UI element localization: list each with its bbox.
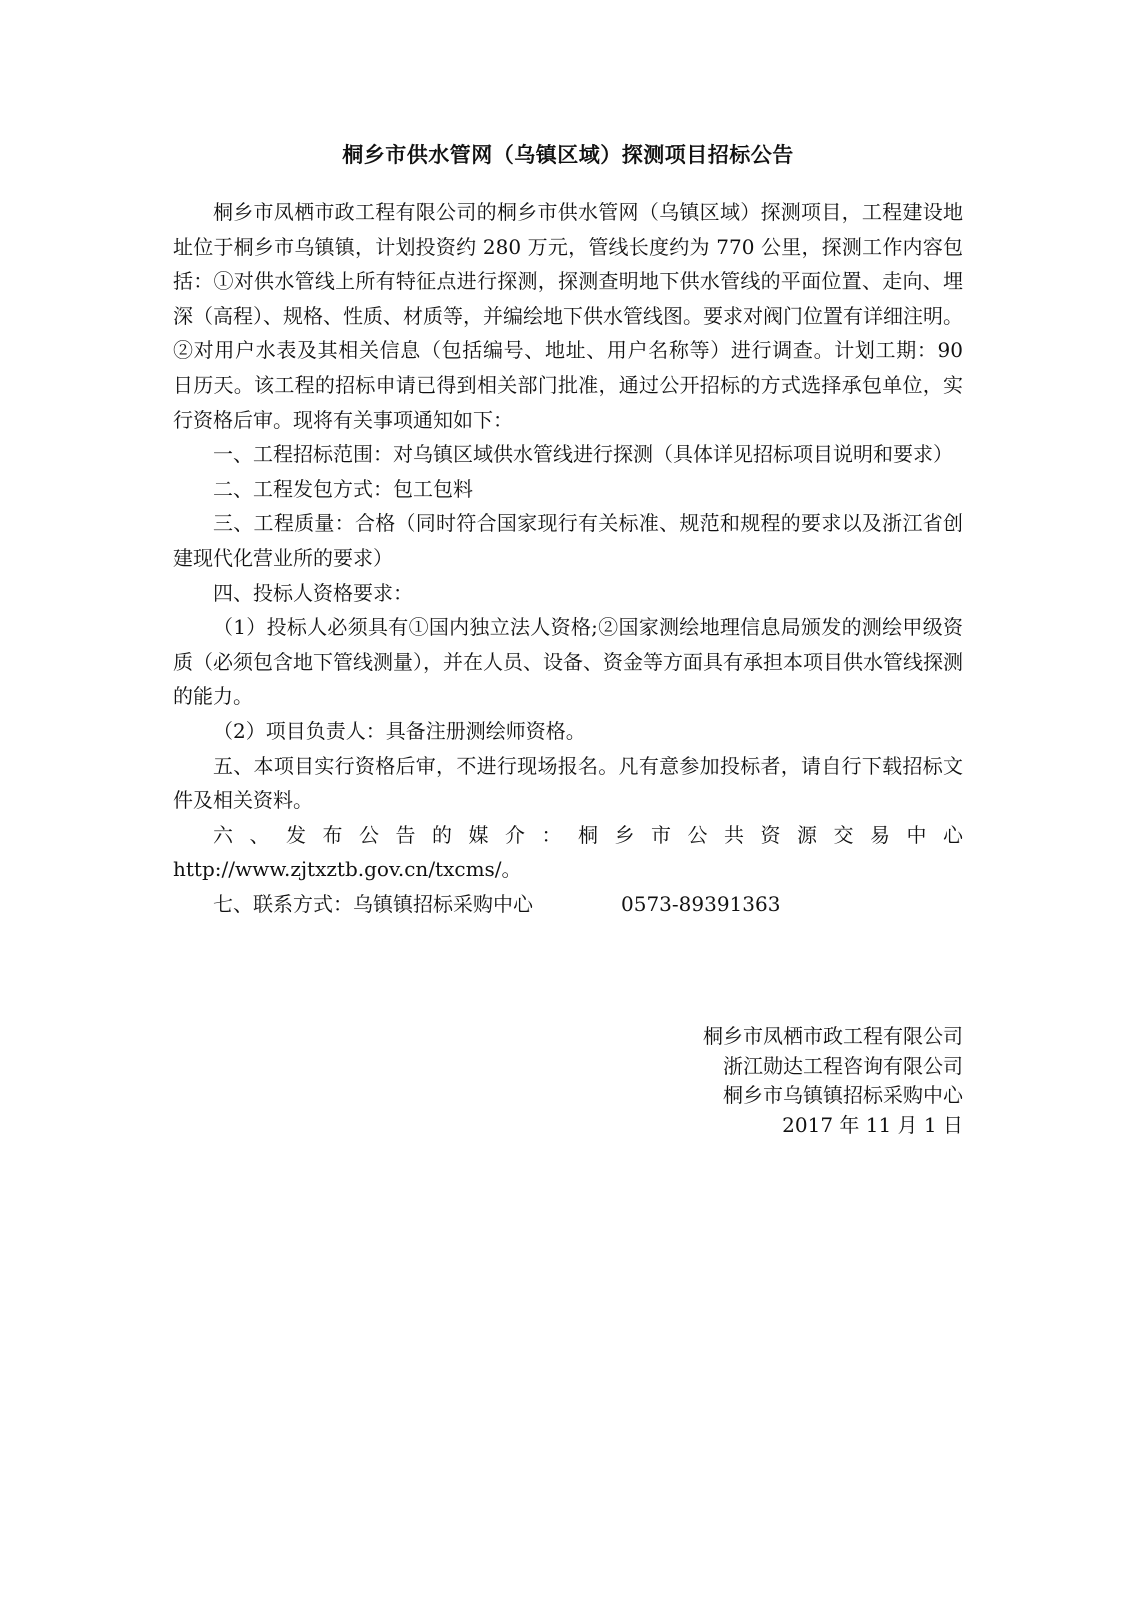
item-quality: 三、工程质量：合格（同时符合国家现行有关标准、规范和规程的要求以及浙江省创建现代化营业所的要求） xyxy=(173,511,963,570)
contact-label: 七、联系方式：乌镇镇招标采购中心 xyxy=(213,891,533,916)
item-registration: 五、本项目实行资格后审，不进行现场报名。凡有意参加投标者，请自行下载招标文件及相关资料。 xyxy=(173,753,963,813)
media-url-link[interactable]: http://www.zjtxztb.gov.cn/txcms/。 xyxy=(173,857,522,882)
item-media-url xyxy=(173,852,963,887)
item-qualification-heading: 四、投标人资格要求： xyxy=(213,580,413,605)
signature-org-2: 浙江勋达工程咨询有限公司 xyxy=(723,1053,963,1078)
document-body xyxy=(173,195,963,921)
item-scope: 一、工程招标范围：对乌镇区域供水管线进行探测（具体详见招标项目说明和要求） xyxy=(213,442,953,467)
signature-org-1: 桐乡市凤栖市政工程有限公司 xyxy=(703,1024,963,1048)
item-qualification-2: （2）项目负责人：具备注册测绘师资格。 xyxy=(213,718,586,743)
document-title: 桐乡市供水管网（乌镇区域）探测项目招标公告 xyxy=(342,143,794,167)
signature-block xyxy=(703,1022,963,1140)
item-media-label: 六、发布公告的媒介：桐乡市公共资源交易中心 xyxy=(213,822,963,847)
intro-paragraph: 桐乡市凤栖市政工程有限公司的桐乡市供水管网（乌镇区域）探测项目，工程建设地址位于桐乡市乌镇镇，计划投资约 280 万元，管线长度约为 770 公里，探测工作内容包括：①对供水管线上所有特征点进行探测，探测查明地下供水管线的平面位置、走向、埋深（高程）、规格、性质、材质等，并编绘地下供水管线图。要求对阀门位置有详细注明。②对用户水表及其相关信息（包括编号、地址、用户名称等）进行调查。计划工期：90 日历天。该工程的招标申请已得到相关部门批准，通过公开招标的方式选择承包单位，实行资格后审。现将有关事项通知如下： xyxy=(173,200,963,432)
item-contract-mode: 二、工程发包方式：包工包料 xyxy=(213,476,473,501)
signature-org-3: 桐乡市乌镇镇招标采购中心 xyxy=(723,1083,963,1107)
item-qualification-1: （1）投标人必须具有①国内独立法人资格;②国家测绘地理信息局颁发的测绘甲级资质（必须包含地下管线测量），并在人员、设备、资金等方面具有承担本项目供水管线探测的能力。 xyxy=(173,615,963,709)
signature-date: 2017 年 11 月 1 日 xyxy=(782,1112,963,1137)
contact-phone: 0573-89391363 xyxy=(621,891,781,916)
item-contact xyxy=(173,887,963,922)
